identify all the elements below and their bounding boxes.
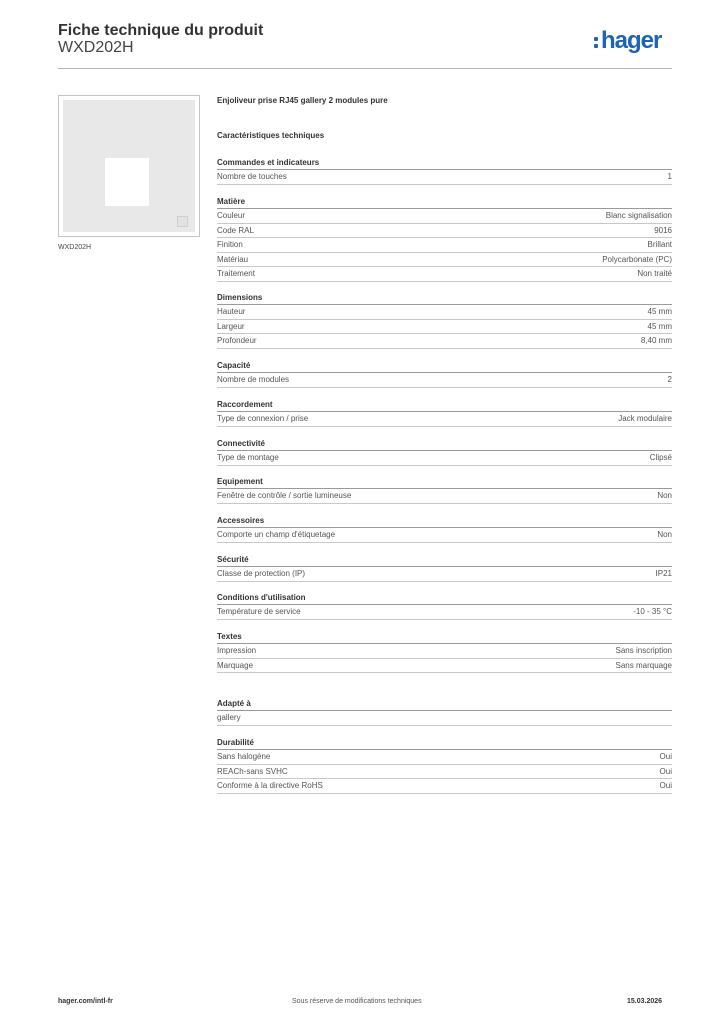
spec-section bbox=[217, 631, 672, 673]
spec-label: Type de connexion / prise bbox=[217, 414, 309, 424]
section-heading: Accessoires bbox=[217, 515, 672, 528]
spec-label: Hauteur bbox=[217, 307, 246, 317]
spec-label: Température de service bbox=[217, 607, 301, 617]
spec-row bbox=[217, 209, 672, 224]
spec-value: Jack modulaire bbox=[618, 414, 672, 424]
socket-opening bbox=[105, 158, 149, 206]
section-heading: Dimensions bbox=[217, 292, 672, 305]
spec-label: Nombre de touches bbox=[217, 172, 287, 182]
page-title: Fiche technique du produit bbox=[58, 22, 264, 39]
spec-value: Blanc signalisation bbox=[605, 211, 672, 221]
spec-section bbox=[217, 476, 672, 504]
spec-row bbox=[217, 224, 672, 239]
spec-value: 9016 bbox=[654, 225, 672, 235]
spec-label: REACh-sans SVHC bbox=[217, 766, 288, 776]
spec-row bbox=[217, 605, 672, 620]
spec-section bbox=[217, 554, 672, 582]
spec-label: Sans halogène bbox=[217, 752, 271, 762]
cover-plate-image bbox=[63, 100, 195, 232]
spec-label: Traitement bbox=[217, 269, 255, 279]
spec-row bbox=[217, 170, 672, 185]
footer-website[interactable]: hager.com/intl-fr bbox=[58, 998, 113, 1005]
spec-label: Code RAL bbox=[217, 225, 254, 235]
logo-dots-icon bbox=[594, 34, 599, 48]
spec-value: 1 bbox=[667, 172, 672, 182]
image-caption: WXD202H bbox=[58, 244, 92, 251]
spec-value: -10 - 35 °C bbox=[633, 607, 672, 617]
spec-row bbox=[217, 659, 672, 674]
spec-value: Non traité bbox=[637, 269, 672, 279]
section-heading: Sécurité bbox=[217, 554, 672, 567]
spec-row bbox=[217, 451, 672, 466]
header-divider bbox=[58, 68, 672, 69]
spec-value: Brillant bbox=[647, 240, 672, 250]
spec-label: Fenêtre de contrôle / sortie lumineuse bbox=[217, 491, 352, 501]
spec-row bbox=[217, 528, 672, 543]
spec-section bbox=[217, 292, 672, 349]
spec-label: Matériau bbox=[217, 254, 249, 264]
spec-section bbox=[217, 515, 672, 543]
spec-label: Conforme à la directive RoHS bbox=[217, 781, 323, 791]
spec-value: 8,40 mm bbox=[640, 336, 672, 346]
section-heading: Conditions d'utilisation bbox=[217, 592, 672, 605]
spec-row bbox=[217, 644, 672, 659]
spec-row bbox=[217, 765, 672, 780]
spec-value: Sans marquage bbox=[615, 660, 672, 670]
spec-section bbox=[217, 360, 672, 388]
spec-label: Couleur bbox=[217, 211, 246, 221]
spec-value: Oui bbox=[659, 766, 672, 776]
spec-row bbox=[217, 489, 672, 504]
hager-logo bbox=[594, 27, 661, 55]
section-heading: Matière bbox=[217, 196, 672, 209]
spec-value: 45 mm bbox=[647, 307, 672, 317]
product-image bbox=[58, 95, 200, 237]
spec-row bbox=[217, 779, 672, 794]
spec-value: 2 bbox=[667, 375, 672, 385]
spec-section bbox=[217, 592, 672, 620]
section-heading: Commandes et indicateurs bbox=[217, 157, 672, 170]
spec-label: Marquage bbox=[217, 660, 254, 670]
spec-value: Clipsé bbox=[649, 453, 672, 463]
spec-label: Comporte un champ d'étiquetage bbox=[217, 530, 336, 540]
spec-label: Largeur bbox=[217, 321, 245, 331]
section-heading: Textes bbox=[217, 631, 672, 644]
tech-characteristics-title: Caractéristiques techniques bbox=[217, 131, 325, 140]
spec-row bbox=[217, 253, 672, 268]
spec-value: Polycarbonate (PC) bbox=[602, 254, 672, 264]
section-heading: Durabilité bbox=[217, 737, 672, 750]
spec-section bbox=[217, 399, 672, 427]
spec-value: 45 mm bbox=[647, 321, 672, 331]
spec-row bbox=[217, 750, 672, 765]
spec-value: Oui bbox=[659, 781, 672, 791]
spec-section bbox=[217, 698, 672, 726]
section-heading: Capacité bbox=[217, 360, 672, 373]
spec-row bbox=[217, 305, 672, 320]
spec-label: Classe de protection (IP) bbox=[217, 569, 306, 579]
spec-value: Non bbox=[657, 530, 672, 540]
spec-row bbox=[217, 711, 672, 726]
section-heading: Equipement bbox=[217, 476, 672, 489]
spec-label: Impression bbox=[217, 646, 257, 656]
footer-date: 15.03.2026 bbox=[627, 998, 663, 1005]
spec-row bbox=[217, 334, 672, 349]
spec-value: Non bbox=[657, 491, 672, 501]
spec-row bbox=[217, 267, 672, 282]
spec-value: Oui bbox=[659, 752, 672, 762]
spec-row bbox=[217, 373, 672, 388]
spec-label: Finition bbox=[217, 240, 243, 250]
spec-row bbox=[217, 238, 672, 253]
spec-value: IP21 bbox=[655, 569, 672, 579]
spec-label: Nombre de modules bbox=[217, 375, 290, 385]
spec-row bbox=[217, 412, 672, 427]
section-heading: Adapté à bbox=[217, 698, 672, 711]
spec-row bbox=[217, 320, 672, 335]
spec-section bbox=[217, 438, 672, 466]
spec-section bbox=[217, 196, 672, 282]
label-field-icon bbox=[177, 216, 188, 227]
product-title: Enjoliveur prise RJ45 gallery 2 modules pure bbox=[217, 96, 388, 105]
product-code: WXD202H bbox=[58, 39, 134, 56]
section-heading: Connectivité bbox=[217, 438, 672, 451]
spec-section bbox=[217, 157, 672, 185]
footer-notice: Sous réserve de modifications techniques bbox=[292, 998, 422, 1005]
spec-label: Type de montage bbox=[217, 453, 279, 463]
spec-value: Sans inscription bbox=[615, 646, 672, 656]
spec-section bbox=[217, 737, 672, 794]
spec-label: gallery bbox=[217, 713, 241, 723]
spec-label: Profondeur bbox=[217, 336, 257, 346]
section-heading: Raccordement bbox=[217, 399, 672, 412]
logo-text: hager bbox=[601, 27, 662, 54]
spec-row bbox=[217, 567, 672, 582]
